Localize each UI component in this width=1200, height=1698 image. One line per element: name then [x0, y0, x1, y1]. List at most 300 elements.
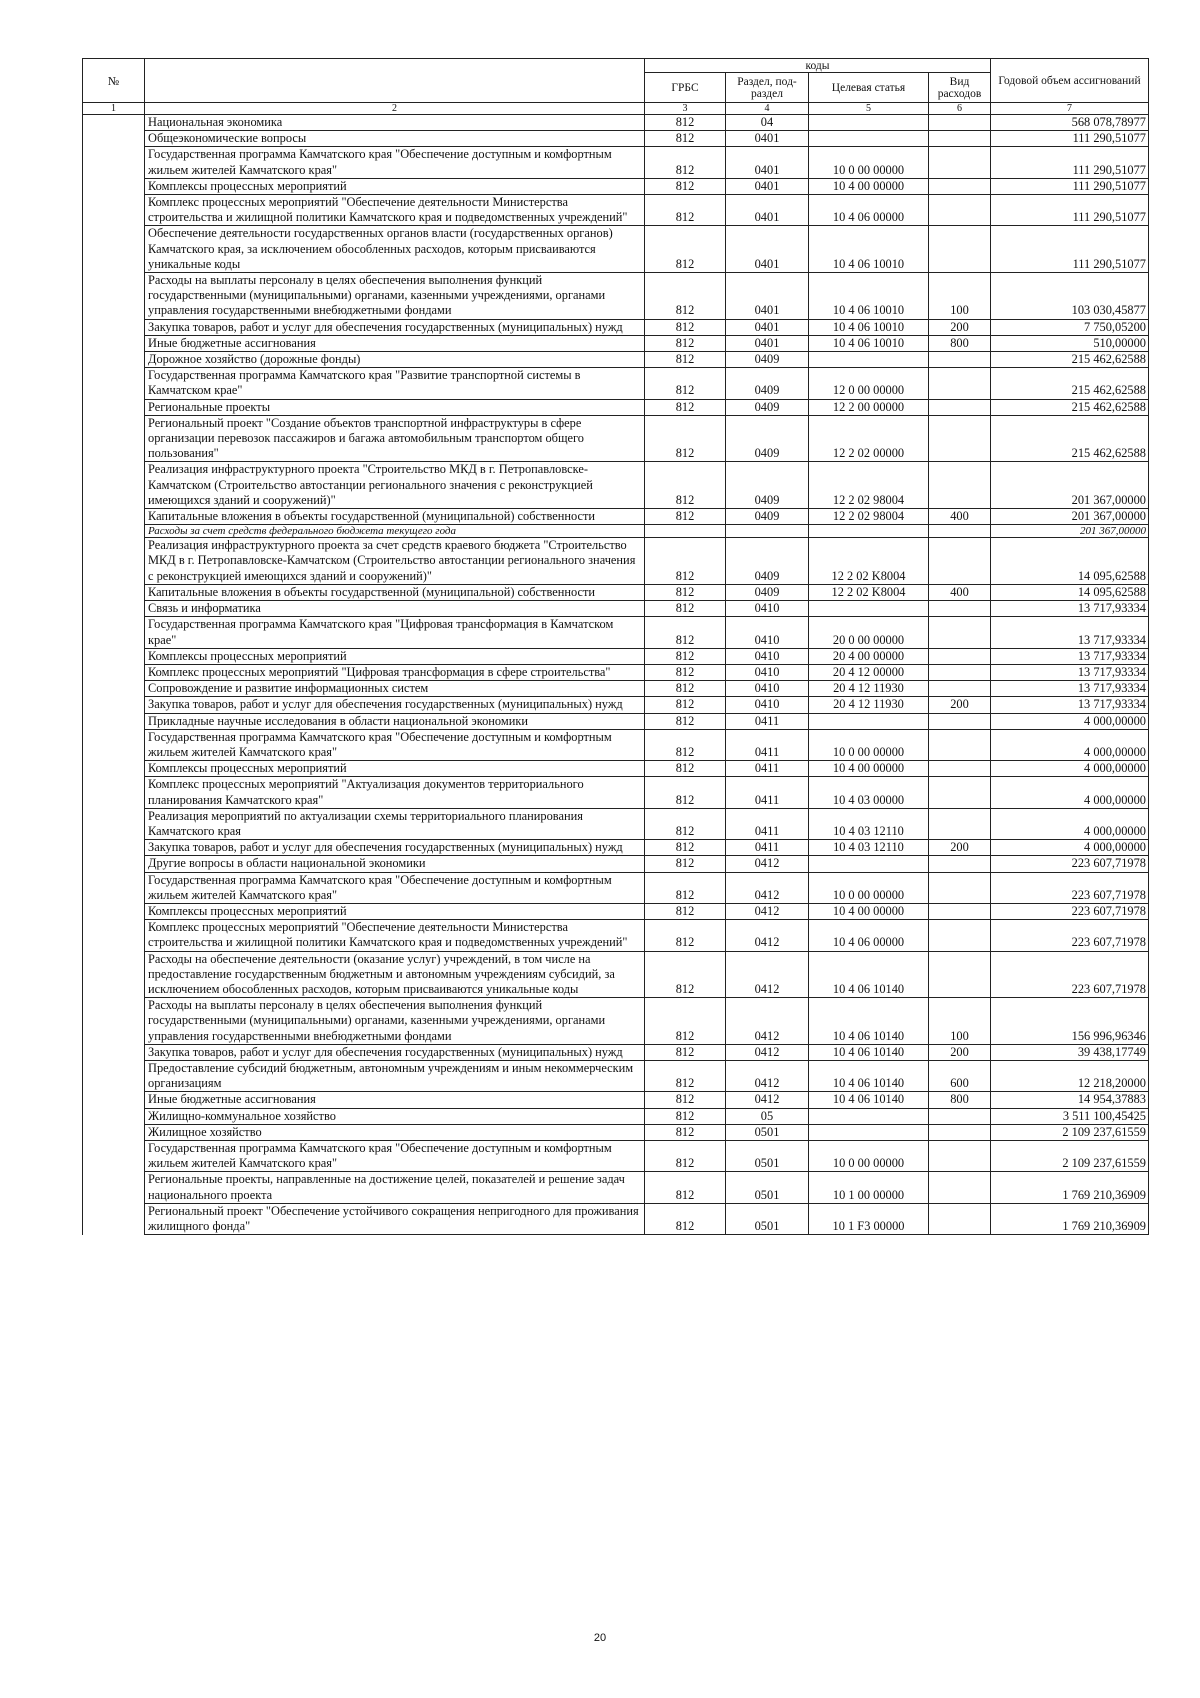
row-name: Реализация инфраструктурного проекта "Строительство МКД в г. Петропавловске-Камчатском (Строительство автостанции регионального значения с реконструкцией имеющихся зданий и сооружений)" [145, 462, 645, 509]
row-section: 0412 [726, 1044, 809, 1060]
row-grbs: 812 [645, 415, 726, 462]
row-name: Расходы на выплаты персоналу в целях обеспечения выполнения функций государственными (муниципальными) органами, казенными учреждениями, органами управления государственными внебюджетными фондами [145, 998, 645, 1045]
column-number: 2 [145, 103, 645, 115]
row-grbs: 812 [645, 697, 726, 713]
row-kind [929, 195, 991, 226]
table-row [83, 368, 1149, 399]
row-number-cell [83, 178, 145, 194]
row-amount: 215 462,62588 [991, 415, 1149, 462]
header-target: Целевая статья [809, 73, 929, 103]
row-name: Расходы за счет средств федерального бюджета текущего года [145, 525, 645, 538]
table-row [83, 226, 1149, 273]
row-target: 10 0 00 00000 [809, 1141, 929, 1172]
row-amount: 215 462,62588 [991, 399, 1149, 415]
row-kind [929, 399, 991, 415]
row-grbs: 812 [645, 1124, 726, 1140]
row-number-cell [83, 920, 145, 951]
table-row [83, 273, 1149, 320]
row-amount: 215 462,62588 [991, 368, 1149, 399]
table-row [83, 415, 1149, 462]
table-row [83, 713, 1149, 729]
row-number-cell [83, 808, 145, 839]
row-number-cell [83, 1044, 145, 1060]
row-target: 10 4 06 10010 [809, 226, 929, 273]
row-target [809, 1124, 929, 1140]
row-section: 0401 [726, 335, 809, 351]
table-row [83, 1172, 1149, 1203]
row-grbs: 812 [645, 399, 726, 415]
row-kind [929, 525, 991, 538]
row-target [809, 115, 929, 131]
row-name: Закупка товаров, работ и услуг для обеспечения государственных (муниципальных) нужд [145, 1044, 645, 1060]
row-section: 0401 [726, 195, 809, 226]
row-number-cell [83, 1141, 145, 1172]
row-kind [929, 415, 991, 462]
row-amount: 1 769 210,36909 [991, 1172, 1149, 1203]
table-row [83, 319, 1149, 335]
row-section: 0501 [726, 1141, 809, 1172]
row-kind [929, 761, 991, 777]
row-amount: 2 109 237,61559 [991, 1124, 1149, 1140]
row-section: 0410 [726, 664, 809, 680]
row-section: 0411 [726, 761, 809, 777]
row-amount: 4 000,00000 [991, 761, 1149, 777]
header-amount: Годовой объем ассигнований [991, 59, 1149, 103]
row-grbs: 812 [645, 903, 726, 919]
row-amount: 223 607,71978 [991, 903, 1149, 919]
row-kind [929, 131, 991, 147]
row-name: Иные бюджетные ассигнования [145, 1092, 645, 1108]
row-amount: 111 290,51077 [991, 147, 1149, 178]
row-target: 10 4 06 10010 [809, 335, 929, 351]
row-grbs: 812 [645, 1172, 726, 1203]
row-name: Государственная программа Камчатского края "Обеспечение доступным и комфортным жильем жителей Камчатского края" [145, 872, 645, 903]
row-target: 10 4 03 12110 [809, 840, 929, 856]
table-row [83, 601, 1149, 617]
row-amount: 568 078,78977 [991, 115, 1149, 131]
row-kind: 800 [929, 1092, 991, 1108]
row-number-cell [83, 1060, 145, 1091]
row-grbs: 812 [645, 115, 726, 131]
table-row [83, 1044, 1149, 1060]
row-section: 0409 [726, 368, 809, 399]
row-amount: 39 438,17749 [991, 1044, 1149, 1060]
row-amount: 4 000,00000 [991, 808, 1149, 839]
row-name: Сопровождение и развитие информационных систем [145, 681, 645, 697]
row-number-cell [83, 1092, 145, 1108]
table-row [83, 872, 1149, 903]
row-kind [929, 1141, 991, 1172]
row-grbs: 812 [645, 319, 726, 335]
row-grbs: 812 [645, 368, 726, 399]
row-section: 0401 [726, 178, 809, 194]
row-amount: 201 367,00000 [991, 462, 1149, 509]
row-amount: 13 717,93334 [991, 601, 1149, 617]
row-name: Комплексы процессных мероприятий [145, 903, 645, 919]
table-row [83, 777, 1149, 808]
table-row [83, 681, 1149, 697]
row-section: 0501 [726, 1203, 809, 1234]
row-number-cell [83, 617, 145, 648]
row-number-cell [83, 335, 145, 351]
row-kind [929, 664, 991, 680]
row-name: Дорожное хозяйство (дорожные фонды) [145, 352, 645, 368]
row-kind: 200 [929, 1044, 991, 1060]
row-number-cell [83, 147, 145, 178]
table-row [83, 195, 1149, 226]
table-row [83, 697, 1149, 713]
row-section: 0501 [726, 1124, 809, 1140]
row-kind: 800 [929, 335, 991, 351]
row-section: 0412 [726, 856, 809, 872]
row-kind [929, 856, 991, 872]
row-grbs: 812 [645, 601, 726, 617]
row-section: 0401 [726, 131, 809, 147]
row-section: 0410 [726, 681, 809, 697]
row-kind [929, 538, 991, 585]
table-row [83, 729, 1149, 760]
row-grbs: 812 [645, 713, 726, 729]
row-name: Комплекс процессных мероприятий "Обеспечение деятельности Министерства строительства и жилищной политики Камчатского края и подведомственных учреждений" [145, 920, 645, 951]
row-number-cell [83, 226, 145, 273]
row-section: 0410 [726, 617, 809, 648]
row-section: 0410 [726, 697, 809, 713]
row-section: 0412 [726, 1092, 809, 1108]
row-kind [929, 777, 991, 808]
row-section: 0412 [726, 903, 809, 919]
row-number-cell [83, 951, 145, 998]
row-kind: 200 [929, 697, 991, 713]
column-number: 4 [726, 103, 809, 115]
row-grbs: 812 [645, 1044, 726, 1060]
row-target: 20 0 00 00000 [809, 617, 929, 648]
row-name: Комплекс процессных мероприятий "Обеспечение деятельности Министерства строительства и жилищной политики Камчатского края и подведомственных учреждений" [145, 195, 645, 226]
row-amount: 13 717,93334 [991, 697, 1149, 713]
table-body [83, 115, 1149, 1235]
row-name: Другие вопросы в области национальной экономики [145, 856, 645, 872]
row-number-cell [83, 681, 145, 697]
row-name: Комплексы процессных мероприятий [145, 761, 645, 777]
row-name: Национальная экономика [145, 115, 645, 131]
row-amount: 14 095,62588 [991, 584, 1149, 600]
row-number-cell [83, 115, 145, 131]
row-target: 10 1 00 00000 [809, 1172, 929, 1203]
row-grbs [645, 525, 726, 538]
row-grbs: 812 [645, 1141, 726, 1172]
row-name: Жилищно-коммунальное хозяйство [145, 1108, 645, 1124]
row-grbs: 812 [645, 1203, 726, 1234]
row-name: Комплексы процессных мероприятий [145, 178, 645, 194]
row-amount: 111 290,51077 [991, 226, 1149, 273]
row-amount: 13 717,93334 [991, 648, 1149, 664]
table-row [83, 648, 1149, 664]
table-row [83, 538, 1149, 585]
row-number-cell [83, 584, 145, 600]
row-amount: 111 290,51077 [991, 131, 1149, 147]
row-target [809, 856, 929, 872]
row-number-cell [83, 525, 145, 538]
row-section: 0409 [726, 415, 809, 462]
row-number-cell [83, 131, 145, 147]
row-target: 12 0 00 00000 [809, 368, 929, 399]
row-number-cell [83, 761, 145, 777]
row-grbs: 812 [645, 872, 726, 903]
table-row [83, 525, 1149, 538]
row-number-cell [83, 415, 145, 462]
row-number-cell [83, 509, 145, 525]
row-number-cell [83, 729, 145, 760]
row-name: Региональные проекты, направленные на достижение целей, показателей и решение задач национального проекта [145, 1172, 645, 1203]
row-name: Обеспечение деятельности государственных органов власти (государственных органов) Камчатского края, за исключением обособленных расходов, которым присваиваются уникальные коды [145, 226, 645, 273]
table-row [83, 178, 1149, 194]
table-row [83, 509, 1149, 525]
row-name: Региональный проект "Создание объектов транспортной инфраструктуры в сфере организации перевозок пассажиров и багажа автомобильным транспортом общего пользования" [145, 415, 645, 462]
row-section: 05 [726, 1108, 809, 1124]
row-target: 10 0 00 00000 [809, 872, 929, 903]
row-amount: 201 367,00000 [991, 525, 1149, 538]
row-amount: 510,00000 [991, 335, 1149, 351]
row-section: 0412 [726, 998, 809, 1045]
row-target [809, 1108, 929, 1124]
table-row [83, 147, 1149, 178]
table-row [83, 462, 1149, 509]
row-amount: 2 109 237,61559 [991, 1141, 1149, 1172]
row-section: 0409 [726, 462, 809, 509]
row-amount: 14 095,62588 [991, 538, 1149, 585]
table-row [83, 1124, 1149, 1140]
row-grbs: 812 [645, 617, 726, 648]
table-row [83, 1203, 1149, 1234]
table-row [83, 584, 1149, 600]
row-target: 12 2 02 00000 [809, 415, 929, 462]
table-row [83, 617, 1149, 648]
row-amount: 111 290,51077 [991, 178, 1149, 194]
row-target: 10 4 06 10140 [809, 1060, 929, 1091]
row-kind [929, 1203, 991, 1234]
row-name: Региональный проект "Обеспечение устойчивого сокращения непригодного для проживания жилищного фонда" [145, 1203, 645, 1234]
row-kind [929, 951, 991, 998]
row-target: 10 4 06 10010 [809, 319, 929, 335]
row-name: Капитальные вложения в объекты государственной (муниципальной) собственности [145, 584, 645, 600]
row-section: 0409 [726, 538, 809, 585]
row-name: Связь и информатика [145, 601, 645, 617]
row-name: Государственная программа Камчатского края "Цифровая трансформация в Камчатском крае" [145, 617, 645, 648]
row-number-cell [83, 1124, 145, 1140]
table-row [83, 399, 1149, 415]
row-target: 20 4 12 11930 [809, 681, 929, 697]
table-row [83, 903, 1149, 919]
row-kind: 400 [929, 584, 991, 600]
row-amount: 223 607,71978 [991, 856, 1149, 872]
row-grbs: 812 [645, 538, 726, 585]
row-name: Государственная программа Камчатского края "Обеспечение доступным и комфортным жильем жителей Камчатского края" [145, 729, 645, 760]
row-kind: 100 [929, 273, 991, 320]
row-target: 10 4 00 00000 [809, 903, 929, 919]
row-name: Реализация инфраструктурного проекта за счет средств краевого бюджета "Строительство МКД в г. Петропавловске-Камчатском (Строительство автостанции регионального значения с реконструкцией имеющихся зданий и сооружений)" [145, 538, 645, 585]
row-target: 10 4 06 10140 [809, 1044, 929, 1060]
row-section: 0401 [726, 226, 809, 273]
row-grbs: 812 [645, 920, 726, 951]
row-grbs: 812 [645, 584, 726, 600]
row-target: 10 4 00 00000 [809, 761, 929, 777]
row-target: 10 4 03 00000 [809, 777, 929, 808]
row-grbs: 812 [645, 681, 726, 697]
row-kind [929, 920, 991, 951]
table-row [83, 664, 1149, 680]
budget-table-sheet [82, 58, 1148, 1235]
header-kind: Вид расходов [929, 73, 991, 103]
row-amount: 201 367,00000 [991, 509, 1149, 525]
row-number-cell [83, 777, 145, 808]
row-grbs: 812 [645, 462, 726, 509]
row-target: 12 2 02 98004 [809, 509, 929, 525]
row-target: 12 2 02 K8004 [809, 584, 929, 600]
row-number-cell [83, 697, 145, 713]
table-row [83, 115, 1149, 131]
row-grbs: 812 [645, 509, 726, 525]
row-kind [929, 713, 991, 729]
row-kind [929, 368, 991, 399]
row-section: 0411 [726, 840, 809, 856]
row-name: Общеэкономические вопросы [145, 131, 645, 147]
row-section: 0411 [726, 777, 809, 808]
header-section: Раздел, под-раздел [726, 73, 809, 103]
row-amount: 4 000,00000 [991, 713, 1149, 729]
row-grbs: 812 [645, 856, 726, 872]
row-grbs: 812 [645, 1092, 726, 1108]
row-number-cell [83, 399, 145, 415]
row-number-cell [83, 840, 145, 856]
row-number-cell [83, 1108, 145, 1124]
table-row [83, 1092, 1149, 1108]
row-target: 10 0 00 00000 [809, 147, 929, 178]
row-target [809, 525, 929, 538]
row-number-cell [83, 872, 145, 903]
row-amount: 111 290,51077 [991, 195, 1149, 226]
row-kind [929, 903, 991, 919]
row-grbs: 812 [645, 195, 726, 226]
column-number: 1 [83, 103, 145, 115]
header-num: № [83, 59, 145, 103]
row-kind [929, 808, 991, 839]
row-grbs: 812 [645, 808, 726, 839]
row-section: 0409 [726, 399, 809, 415]
row-section: 0412 [726, 872, 809, 903]
row-kind [929, 1172, 991, 1203]
row-kind [929, 462, 991, 509]
row-grbs: 812 [645, 648, 726, 664]
row-number-cell [83, 998, 145, 1045]
row-target: 10 4 06 10140 [809, 951, 929, 998]
row-section: 0501 [726, 1172, 809, 1203]
row-section: 0412 [726, 920, 809, 951]
row-name: Прикладные научные исследования в области национальной экономики [145, 713, 645, 729]
header-column-numbers [83, 103, 1149, 115]
row-number-cell [83, 352, 145, 368]
row-name: Жилищное хозяйство [145, 1124, 645, 1140]
row-target: 20 4 00 00000 [809, 648, 929, 664]
row-amount: 14 954,37883 [991, 1092, 1149, 1108]
row-section: 0409 [726, 509, 809, 525]
row-amount: 3 511 100,45425 [991, 1108, 1149, 1124]
row-grbs: 812 [645, 664, 726, 680]
header-name [145, 59, 645, 103]
row-grbs: 812 [645, 131, 726, 147]
row-target [809, 713, 929, 729]
row-name: Государственная программа Камчатского края "Обеспечение доступным и комфортным жильем жителей Камчатского края" [145, 147, 645, 178]
column-number: 6 [929, 103, 991, 115]
row-kind [929, 617, 991, 648]
row-grbs: 812 [645, 226, 726, 273]
row-amount: 223 607,71978 [991, 920, 1149, 951]
row-kind [929, 178, 991, 194]
row-amount: 215 462,62588 [991, 352, 1149, 368]
row-section: 0412 [726, 951, 809, 998]
row-name: Государственная программа Камчатского края "Обеспечение доступным и комфортным жильем жителей Камчатского края" [145, 1141, 645, 1172]
row-kind [929, 147, 991, 178]
row-name: Региональные проекты [145, 399, 645, 415]
row-grbs: 812 [645, 178, 726, 194]
column-number: 5 [809, 103, 929, 115]
row-target: 20 4 12 11930 [809, 697, 929, 713]
row-name: Реализация мероприятий по актуализации схемы территориального планирования Камчатского края [145, 808, 645, 839]
row-grbs: 812 [645, 1060, 726, 1091]
row-target [809, 131, 929, 147]
row-kind [929, 601, 991, 617]
header-codes: коды [645, 59, 991, 73]
row-number-cell [83, 368, 145, 399]
row-name: Государственная программа Камчатского края "Развитие транспортной системы в Камчатском крае" [145, 368, 645, 399]
table-row [83, 856, 1149, 872]
row-section: 0412 [726, 1060, 809, 1091]
row-amount: 156 996,96346 [991, 998, 1149, 1045]
row-target: 10 0 00 00000 [809, 729, 929, 760]
table-row [83, 920, 1149, 951]
row-name: Предоставление субсидий бюджетным, автономным учреждениям и иным некоммерческим организациям [145, 1060, 645, 1091]
row-grbs: 812 [645, 729, 726, 760]
row-name: Расходы на выплаты персоналу в целях обеспечения выполнения функций государственными (муниципальными) органами, казенными учреждениями, органами управления государственными внебюджетными фондами [145, 273, 645, 320]
row-grbs: 812 [645, 777, 726, 808]
row-number-cell [83, 273, 145, 320]
row-target: 10 1 F3 00000 [809, 1203, 929, 1234]
row-amount: 103 030,45877 [991, 273, 1149, 320]
row-section [726, 525, 809, 538]
row-kind [929, 872, 991, 903]
row-section: 0411 [726, 808, 809, 839]
row-section: 0401 [726, 147, 809, 178]
row-number-cell [83, 856, 145, 872]
header-grbs: ГРБС [645, 73, 726, 103]
row-amount: 4 000,00000 [991, 840, 1149, 856]
row-target: 20 4 12 00000 [809, 664, 929, 680]
row-kind: 200 [929, 319, 991, 335]
table-row [83, 352, 1149, 368]
row-section: 04 [726, 115, 809, 131]
row-kind [929, 648, 991, 664]
row-kind [929, 226, 991, 273]
row-amount: 12 218,20000 [991, 1060, 1149, 1091]
row-target [809, 352, 929, 368]
row-number-cell [83, 713, 145, 729]
row-kind [929, 729, 991, 760]
row-amount: 13 717,93334 [991, 681, 1149, 697]
row-target: 12 2 02 K8004 [809, 538, 929, 585]
row-name: Капитальные вложения в объекты государственной (муниципальной) собственности [145, 509, 645, 525]
row-number-cell [83, 903, 145, 919]
row-grbs: 812 [645, 1108, 726, 1124]
row-kind [929, 1108, 991, 1124]
row-kind: 400 [929, 509, 991, 525]
